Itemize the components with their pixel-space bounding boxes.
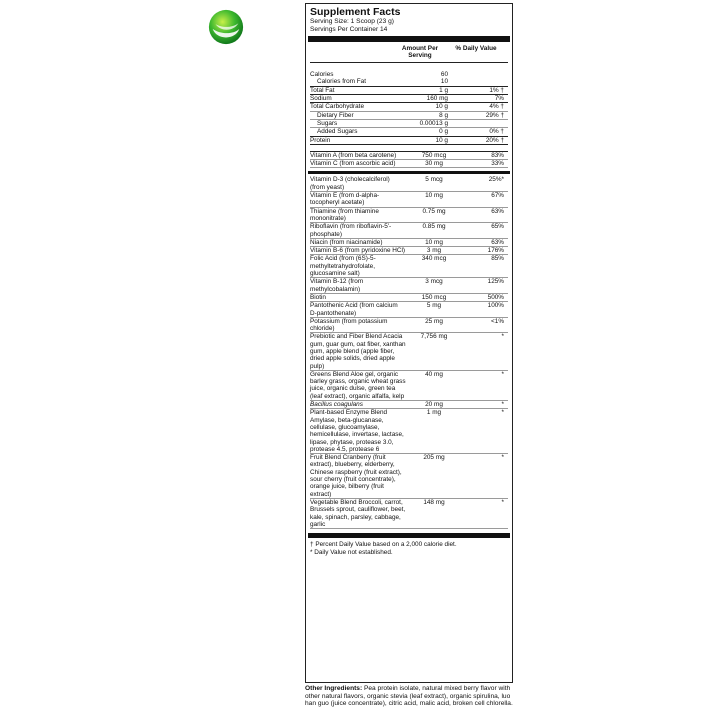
vitamin-row — [310, 371, 508, 401]
vitamin-amount: 30 mg — [425, 160, 443, 168]
vitamin-name: Pantothenic Acid (from calcium D-pantothenate) — [310, 302, 398, 317]
vitamin-dv: 65% — [491, 223, 504, 231]
vitamin-name: Plant-based Enzyme Blend Amylase, beta-glucanase, cellulase, glucoamylase, hemicellulase, invertase, lactase, lipase, phytase, protease 3.0, protease 4.5, protease 6 — [310, 409, 404, 453]
vitamin-row — [310, 192, 508, 208]
nutrient-name: Protein — [310, 136, 331, 144]
vitamin-name: Vitamin E (from d-alpha-tocopheryl acetate) — [310, 192, 380, 207]
vitamin-dv: 83% — [491, 151, 504, 159]
nutrient-amount: 10 — [440, 78, 448, 86]
vitamin-amount: 150 mcg — [421, 293, 447, 301]
vitamin-row — [310, 255, 508, 278]
vitamin-row — [310, 401, 508, 409]
vitamin-dv: * — [501, 333, 504, 341]
vitamin-dv: 63% — [491, 207, 504, 215]
vitamin-dv: * — [501, 498, 504, 506]
nutrient-name: Added Sugars — [317, 128, 358, 136]
vitamin-name: Riboflavin (from riboflavin-5'-phosphate) — [310, 223, 392, 238]
vitamin-dv: <1% — [491, 317, 504, 325]
thick-divider — [308, 36, 510, 42]
vitamin-row — [310, 160, 508, 168]
panel-title: Supplement Facts — [310, 6, 401, 18]
vitamin-row — [310, 208, 508, 224]
vitamin-amount: 750 mcg — [421, 151, 447, 159]
servings-per-container: Servings Per Container 14 — [310, 25, 388, 33]
nutrient-row — [310, 112, 508, 120]
vitamin-amount: 40 mg — [425, 370, 443, 378]
nutrient-name: Sugars — [317, 119, 338, 127]
nutrient-row — [310, 95, 508, 103]
other-ingredients — [305, 685, 513, 708]
vitamin-row — [310, 333, 508, 370]
vitamin-amount: 7,756 mg — [420, 333, 448, 341]
nutrient-table — [310, 71, 508, 145]
vitamin-name: Fruit Blend Cranberry (fruit extract), blueberry, elderberry, Chinese raspberry (fruit extract), sour cherry (fruit concentrate), orange juice, bilberry (fruit extract) — [310, 454, 402, 498]
nutrient-row — [310, 87, 508, 95]
nutrient-name: Sodium — [310, 95, 332, 103]
green-swirl-logo-icon — [207, 8, 245, 46]
vitamin-name: Greens Blend Aloe gel, organic barley grass, organic wheat grass juice, organic dulse, green tea (leaf extract), organic alfalfa, kelp — [310, 370, 406, 400]
vitamin-amount: 205 mg — [423, 454, 445, 462]
vitamin-name: Biotin — [310, 293, 326, 301]
serving-size: Serving Size: 1 Scoop (23 g) — [310, 18, 394, 25]
vitamin-amount: 340 mcg — [421, 255, 447, 263]
vitamin-name: Vitamin C (from ascorbic acid) — [310, 160, 396, 168]
vitamin-name: Bacillus coagulans — [310, 401, 363, 409]
nutrient-row — [310, 71, 508, 78]
vitamin-row — [310, 247, 508, 255]
amount-header: Amount Per Serving — [401, 45, 439, 60]
nutrient-amount: 0.00013 g — [419, 119, 448, 127]
vitamin-name: Niacin (from niacinamide) — [310, 238, 383, 246]
vitamin-amount: 1 mg — [426, 409, 442, 417]
other-ingredients-text: Pea protein isolate, natural mixed berry flavor with other natural flavors, organic stevia (leaf extract), organic spirulina, luo han guo (juice concentrate), citric acid, malic acid, broken cell chlorella. — [305, 685, 513, 708]
nutrient-dv: 1% † — [489, 86, 504, 94]
vitamin-name: Thiamine (from thiamine mononitrate) — [310, 207, 379, 222]
nutrient-row — [310, 103, 508, 111]
vitamin-dv: 500% — [487, 293, 504, 301]
vitamin-row — [310, 278, 508, 294]
vitamin-dv: 125% — [487, 278, 504, 286]
nutrient-row — [310, 128, 508, 136]
vitamin-name: Vitamin B-12 (from methylcobalamin) — [310, 278, 364, 293]
vitamin-name: Vitamin B-6 (from pyridoxine HCl) — [310, 247, 406, 255]
vitamin-row — [310, 499, 508, 529]
supplement-facts-panel — [305, 3, 513, 683]
vitamin-dv: * — [501, 401, 504, 409]
vitamin-dv: 63% — [491, 238, 504, 246]
vitamin-amount: 5 mg — [426, 302, 442, 310]
vitamin-table-b — [310, 176, 508, 529]
nutrient-dv — [452, 71, 506, 78]
vitamin-amount: 0.85 mg — [422, 223, 446, 231]
nutrient-name: Total Carbohydrate — [310, 103, 364, 111]
vitamin-row — [310, 152, 508, 160]
vitamin-dv: * — [501, 409, 504, 417]
vitamin-dv: 25%* — [488, 176, 504, 184]
vitamin-dv: 67% — [491, 192, 504, 200]
vitamin-amount: 25 mg — [425, 317, 443, 325]
nutrient-amount: 10 g — [435, 103, 448, 111]
vitamin-name: Vegetable Blend Broccoli, carrot, Brussels sprout, cauliflower, beet, kale, spinach, parsley, cabbage, garlic — [310, 498, 406, 528]
vitamin-dv: 33% — [491, 160, 504, 168]
vitamin-row — [310, 409, 508, 454]
nutrient-dv: 4% † — [489, 103, 504, 111]
vitamin-amount: 0.75 mg — [422, 207, 446, 215]
vitamin-row — [310, 294, 508, 302]
vitamin-amount: 3 mcg — [425, 278, 443, 286]
nutrient-name: Calories from Fat — [317, 78, 367, 86]
nutrient-name: Calories — [310, 71, 334, 79]
nutrient-dv — [452, 120, 506, 127]
vitamin-table-a — [310, 151, 508, 169]
column-header — [310, 44, 508, 63]
nutrient-row — [310, 137, 508, 145]
vitamin-amount: 148 mg — [423, 498, 445, 506]
vitamin-row — [310, 223, 508, 239]
nutrient-name: Total Fat — [310, 86, 335, 94]
nutrient-dv: 29% † — [485, 111, 504, 119]
vitamin-amount: 10 mg — [425, 192, 443, 200]
vitamin-name: Vitamin A (from beta carotene) — [310, 151, 397, 159]
vitamin-dv: 176% — [487, 247, 504, 255]
vitamin-row — [310, 318, 508, 334]
nutrient-amount: 10 g — [435, 136, 448, 144]
nutrient-amount: 8 g — [439, 111, 448, 119]
other-ingredients-label: Other Ingredients: — [305, 685, 363, 692]
vitamin-amount: 10 mg — [425, 238, 443, 246]
footnote-not-established: * Daily Value not established. — [310, 548, 393, 556]
vitamin-amount: 5 mcg — [425, 176, 443, 184]
vitamin-name: Vitamin D-3 (cholecalciferol) (from yeast) — [310, 176, 390, 191]
vitamin-row — [310, 454, 508, 499]
nutrient-amount: 160 mg — [426, 95, 448, 103]
nutrient-amount: 60 — [440, 71, 448, 79]
vitamin-name: Folic Acid (from (6S)-5-methyltetrahydrofolate, glucosamine salt) — [310, 255, 376, 278]
nutrient-name: Dietary Fiber — [317, 111, 354, 119]
nutrient-dv: 7% — [494, 95, 504, 103]
footnotes — [310, 538, 508, 556]
nutrient-amount: 0 g — [439, 128, 448, 136]
vitamin-dv: 85% — [491, 255, 504, 263]
nutrient-amount: 1 g — [439, 86, 448, 94]
dv-header: % Daily Value — [455, 45, 497, 53]
vitamin-dv: 100% — [487, 302, 504, 310]
vitamin-row — [310, 176, 508, 192]
footnote-dv: † Percent Daily Value based on a 2,000 calorie diet. — [310, 541, 457, 549]
vitamin-dv: * — [501, 370, 504, 378]
nutrient-dv: 20% † — [485, 136, 504, 144]
vitamin-name: Potassium (from potassium chloride) — [310, 317, 388, 333]
vitamin-row — [310, 302, 508, 318]
vitamin-name: Prebiotic and Fiber Blend Acacia gum, guar gum, oat fiber, xanthan gum, apple blend (apple fiber, dried apple solids, dried apple pulp) — [310, 333, 406, 370]
vitamin-dv: * — [501, 454, 504, 462]
vitamin-amount: 3 mg — [426, 247, 442, 255]
nutrient-dv: 0% † — [489, 128, 504, 136]
nutrient-row — [310, 120, 508, 128]
vitamin-amount: 20 mg — [425, 401, 443, 409]
nutrient-dv — [452, 78, 506, 85]
nutrient-row — [310, 78, 508, 86]
vitamin-row — [310, 239, 508, 247]
